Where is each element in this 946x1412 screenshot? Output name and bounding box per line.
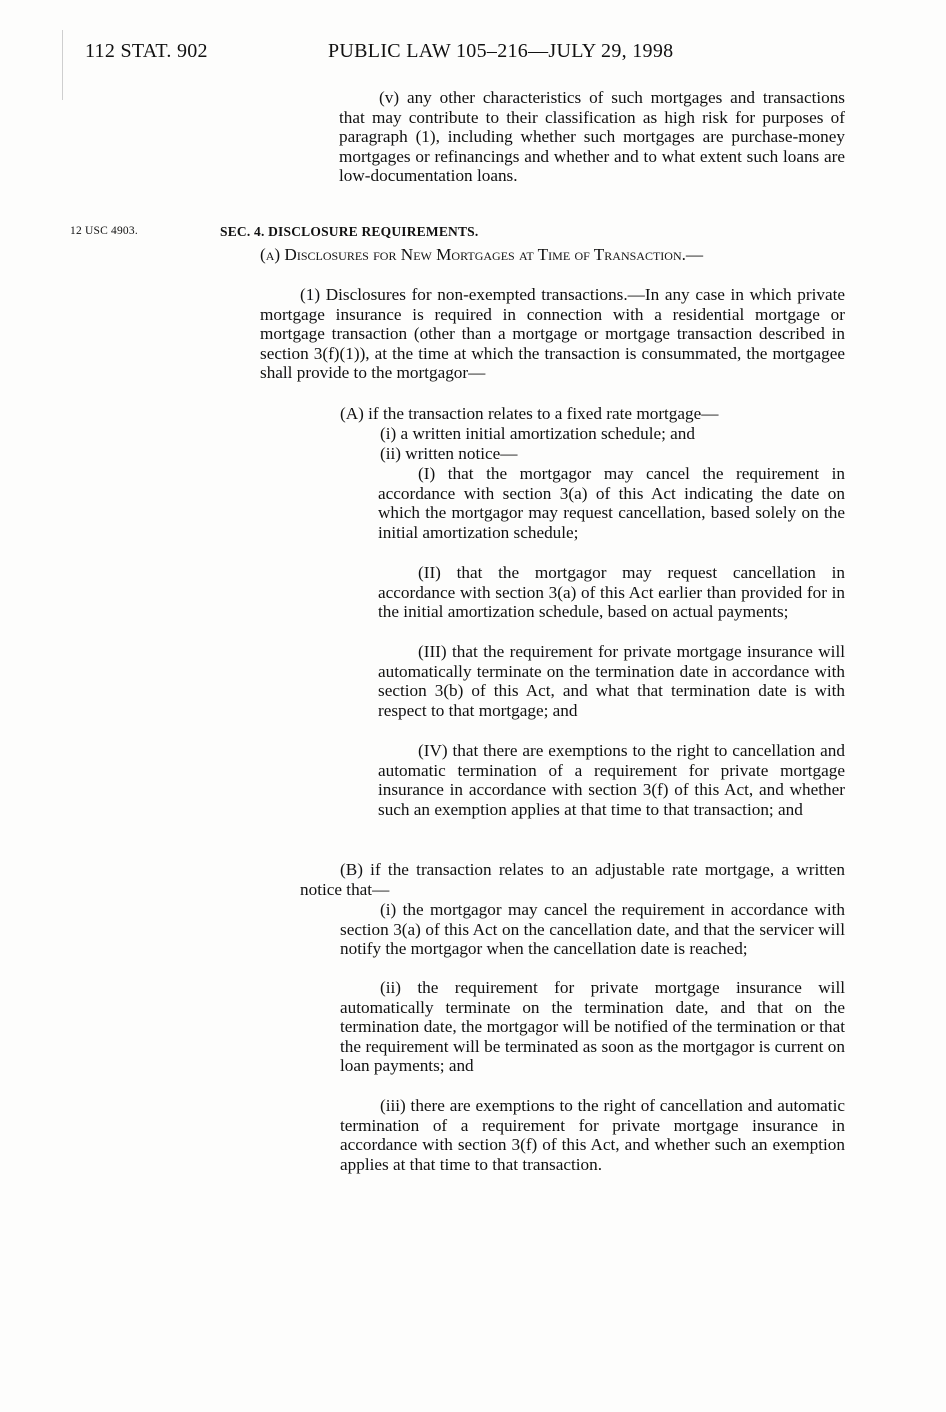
subsection-a-heading: (a) Disclosures for New Mortgages at Time of Transaction.— [260,245,704,264]
stat-citation: 112 STAT. 902 [85,40,208,62]
subclause-A-ii-I: (I) that the mortgagor may cancel the requirement in accordance with section 3(a) of this Act indicating the date on which the mortgagor may request cancellation, based solely on the initial amortization schedule; [378,464,845,542]
item-v-paragraph: (v) any other characteristics of such mortgages and transactions that may contribute to their classification as high risk for purposes of paragraph (1), including whether such mortgages are purchase-money mortgages or refinancings and whether and to what extent such loans are low-documentation loans. [339,88,845,186]
clause-A-i: (i) a written initial amortization schedule; and [380,424,695,443]
clause-B-iii: (iii) there are exemptions to the right of cancellation and automatic termination of a requirement for private mortgage insurance in accordance with section 3(f) of this Act, and whether such an exemption applies at that time to that transaction. [340,1096,845,1174]
margin-note: 12 USC 4903. [70,225,138,237]
subclause-A-ii-II: (II) that the mortgagor may request cancellation in accordance with section 3(a) of this Act earlier than provided for in the initial amortization schedule, based on actual payments; [378,563,845,622]
law-title: PUBLIC LAW 105–216—JULY 29, 1998 [328,40,674,62]
section-heading: SEC. 4. DISCLOSURE REQUIREMENTS. [220,224,479,239]
subparagraph-A: (A) if the transaction relates to a fixed rate mortgage— [340,404,719,423]
subparagraph-B: (B) if the transaction relates to an adjustable rate mortgage, a written notice that— [300,860,845,899]
scan-edge-line [62,30,63,100]
subclause-A-ii-IV: (IV) that there are exemptions to the right to cancellation and automatic termination of a requirement for private mortgage insurance in accordance with section 3(f) of this Act, and whether such an exemption applies at that time to that transaction; and [378,741,845,819]
clause-B-ii: (ii) the requirement for private mortgage insurance will automatically terminate on the termination date, and that on the termination date, the mortgagor will be notified of the termination or that the requirement will be terminated as soon as the mortgagor is current on loan payments; and [340,978,845,1076]
subclause-A-ii-III: (III) that the requirement for private mortgage insurance will automatically terminate on the termination date in accordance with section 3(b) of this Act, and what that termination date is with respect to that mortgage; and [378,642,845,720]
clause-B-i: (i) the mortgagor may cancel the requirement in accordance with section 3(a) of this Act on the cancellation date, and that the servicer will notify the mortgagor when the cancellation date is reached; [340,900,845,959]
clause-A-ii: (ii) written notice— [380,444,518,463]
paragraph-1: (1) Disclosures for non-exempted transactions.—In any case in which private mortgage insurance is required in connection with a residential mortgage or mortgage transaction (other than a mortgage or mortgage transaction described in section 3(f)(1)), at the time at which the transaction is consummated, the mortgagee shall provide to the mortgagor— [260,285,845,383]
